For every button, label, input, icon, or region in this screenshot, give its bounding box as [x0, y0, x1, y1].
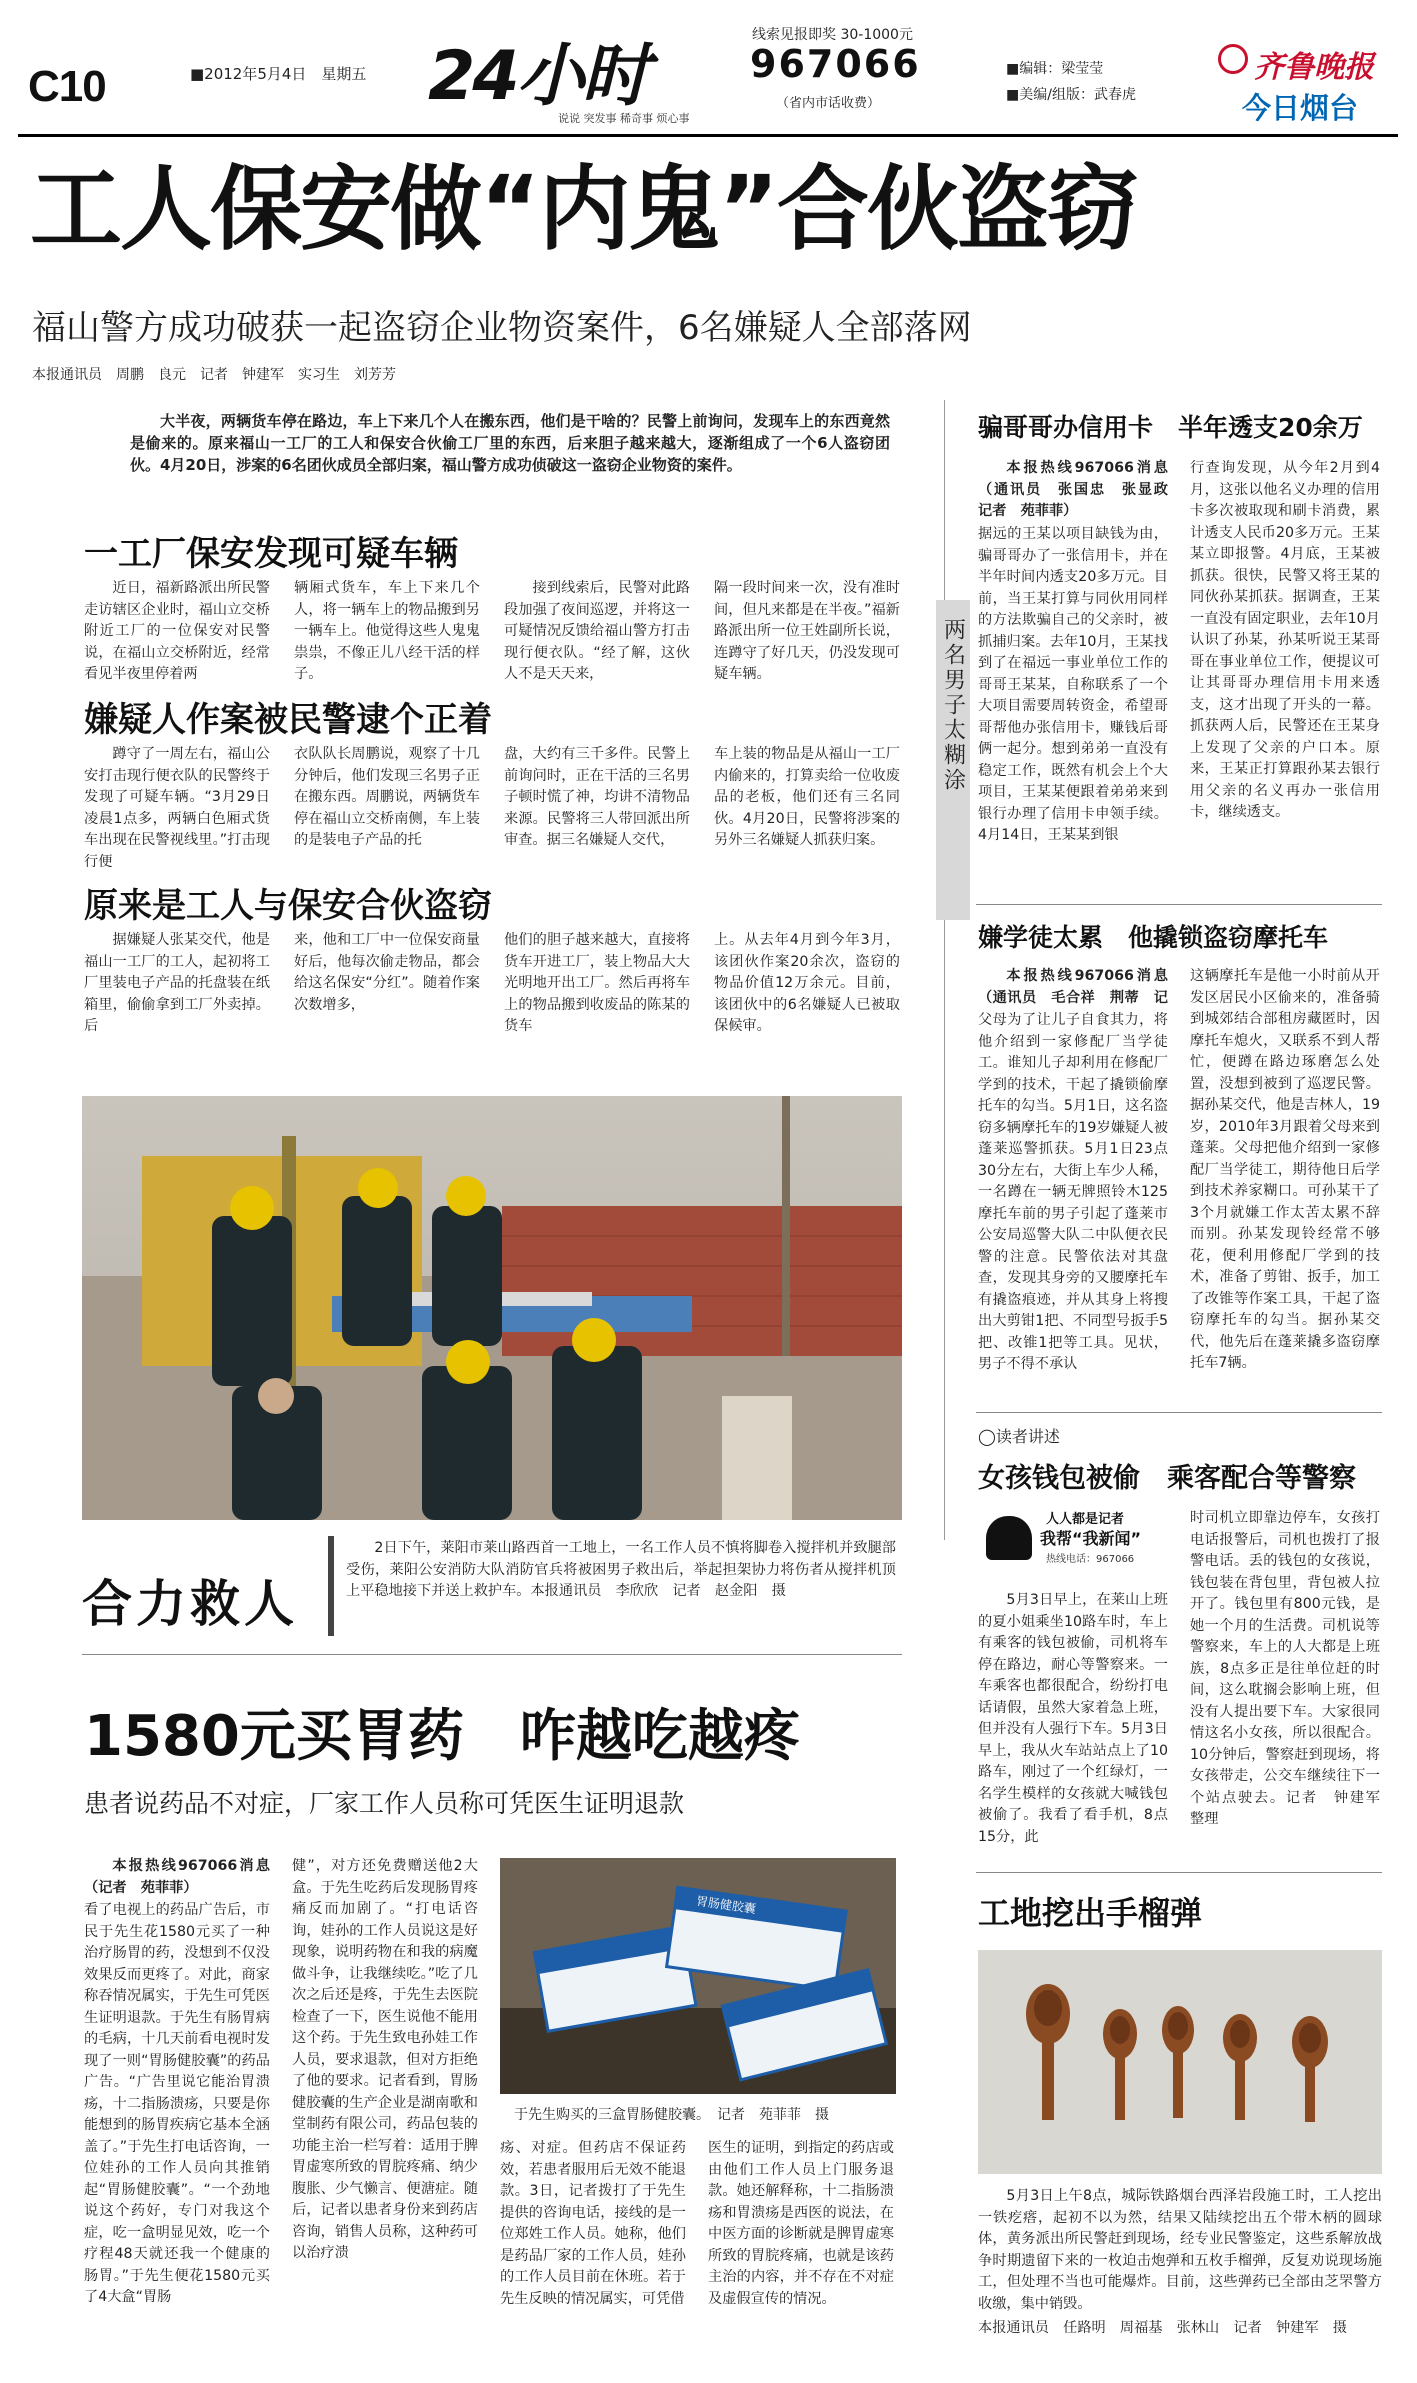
reader-logo-line3: 热线电话：967066 [1046, 1554, 1135, 1565]
lead-sec1-col1: 近日，福新路派出所民警走访辖区企业时，福山立交桥附近工厂的一位保安对民警说，在福山立交桥附近，经常看见半夜里停着两 [84, 580, 270, 682]
medicine-col3: 疡、对症。但药店不保证药效，若患者服用后无效不能退款。3日，记者拨打了于先生提供的咨询电话，接线的是一位郑姓工作人员。她称，他们是药品厂家的工作人员，娃孙的工作人员目前在休班。若于先生反映的情况属实，可凭借 [500, 2140, 686, 2307]
medicine-subhead: 患者说药品不对症，厂家工作人员称可凭医生证明退款 [84, 1789, 685, 1818]
section-logo [428, 36, 750, 130]
lead-sec1-col4: 隔一段时间来一次，没有准时间，但凡来都是在半夜。”福新路派出所一位王姓副所长说，连蹲守了好几天，仍没发现可疑车辆。 [714, 580, 900, 682]
medicine-col2: 健”，对方还免费赠送他2大盒。于先生吃药后发现肠胃疼痛反而加剧了。“打电话咨询，娃孙的工作人员说这是好现象，说明药物在和我的病魔做斗争，让我继续吃。”吃了几次之后还是疼，于先生去医院检查了一下，医生说他不能用这个药。于先生致电孙娃工作人员，要求退款，但对方拒绝了他的要求。记者看到，胃肠健胶囊的生产企业是湖南歌和堂制药有限公司，药品包装的功能主治一栏写着：适用于脾胃虚寒所致的胃脘疼痛、纳少腹胀、少气懒言、便溏症。随后，记者以患者身份来到药店咨询，销售人员称，这种药可以治疗溃 [292, 1858, 478, 2261]
medicine-col1: 看了电视上的药品广告后，市民于先生花1580元买了一种治疗肠胃的药，没想到不仅没效果反而更疼了。对此，商家称吞情况属实，于先生可凭医生证明退款。于先生有肠胃病的毛病，十几天前看电视时发现了一则“胃肠健胶囊”的药品广告。“广告里说它能治胃溃疡，十二指肠溃疡，只要是你能想到的肠胃疾病它基本全涵盖了。”于先生打电话咨询，一位娃孙的工作人员向其推销起“胃肠健胶囊”。“一个劲地说这个药好，专门对我这个症，吃一盒明显见效，吃一个疗程48天就还我一个健康的肠胃。”于先生便花1580元买了4大盒“胃肠 [84, 1902, 270, 2305]
lead-intro: 大半夜，两辆货车停在路边，车上下来几个人在搬东西，他们是干啥的？民警上前询问，发现车上的东西竟然是偷来的。原来福山一工厂的工人和保安合伙偷工厂里的东西，后来胆子越来越大，逐渐组成了一个6人盗窃团伙。4月20日，涉案的6名团伙成员全部归案，福山警方成功侦破这一盗窃企业物资的案件。 [130, 412, 890, 474]
paper-name: 齐鲁晚报 [1254, 50, 1374, 85]
medicine-box-label: 胃肠健胶囊 [695, 1893, 757, 1917]
section-title: 24小时 [428, 37, 647, 116]
left-sep-1 [82, 1654, 902, 1655]
lead-sec1-title: 一工厂保安发现可疑车辆 [84, 534, 458, 574]
right-sep-1 [976, 904, 1382, 905]
edition-name: 今日烟台 [1242, 91, 1359, 125]
designer-credit: ■美编/组版：武春虎 [1006, 87, 1136, 103]
hotline-number: 967066 [750, 42, 921, 86]
rescue-photo-image [82, 1096, 902, 1520]
side-banner [936, 600, 970, 920]
grenade-caption: 5月3日上午8点，城际铁路烟台西泽岩段施工时，工人挖出一铁疙瘩，起初不以为然，结果又陆续挖出五个带木柄的圆球体，黄务派出所民警赶到现场，经专业民警鉴定，这些系解放战争时期遗留下来的一枚迫击炮弹和五枚手榴弹，反复劝说现场施工，但处理不当也可能爆炸。目前，这些弹药已全部由芝罘警方收缴，集中销毁。 [978, 2188, 1382, 2312]
reader-logo-line2: 我帮“我新闻” [1040, 1529, 1142, 1548]
lead-sec2-title: 嫌疑人作案被民警逮个正着 [84, 700, 492, 740]
medicine-photo-caption: 于先生购买的三盒胃肠健胶囊。 记者 苑菲菲 摄 [514, 2107, 829, 2123]
card-byline: 本报热线967066消息（通讯员 张国忠 张显政 记者 苑菲菲） [978, 460, 1168, 519]
reader-logo [980, 1506, 1166, 1570]
reader-logo-line1: 人人都是记者 [1046, 1512, 1125, 1527]
right-sep-3 [976, 1872, 1382, 1873]
grenade-photo [978, 1950, 1382, 2174]
lead-sec2-col1: 蹲守了一周左右，福山公安打击现行便衣队的民警终于发现了可疑车辆。“3月29日凌晨1点多，两辆白色厢式货车出现在民警视线里。”打击现行便 [84, 746, 270, 870]
rescue-headline: 合力救人 [82, 1575, 298, 1633]
medicine-headline: 1580元买胃药 咋越吃越疼 [84, 1704, 800, 1769]
card-col1: 据远的王某以项目缺钱为由，骗哥哥办了一张信用卡，并在半年时间内透支20多万元。目前，当王某打算与同伙用同样的方法欺骗自己的父亲时，被抓捕归案。去年10月，王某找到了在福远一事业单位工作的哥哥王某某，自称联系了一个大项目需要周转资金，希望哥哥帮他办张信用卡，赚钱后哥俩一起分。想到弟弟一直没有稳定工作，既然有机会上个大项目，王某某便跟着弟弟来到银行办理了信用卡申领手续。4月14日，王某某到银 [978, 526, 1168, 843]
theft-col2: 这辆摩托车是他一小时前从开发区居民小区偷来的，准备骑到城郊结合部租房藏匿时，因摩托车熄火，又联系不到人帮忙，便蹲在路边琢磨怎么处置，没想到被到了巡逻民警。据孙某交代，他是吉林人，19岁，2010年3月跟着父母来到蓬莱。父母把他介绍到一家修配厂当学徒工，期待他日后学到技术养家糊口。可孙某干了3个月就嫌工作太苦太累不辞而别。孙某发现铃经常不够花，便利用修配厂学到的技术，准备了剪钳、扳手，加工了改锥等作案工具，干起了盗窃摩托车的勾当。据孙某交代，他先后在蓬莱撬多盗窃摩托车7辆。 [1190, 968, 1380, 1371]
card-col2: 行查询发现，从今年2月到4月，这张以他名义办理的信用卡多次被取现和刷卡消费，累计透支人民币20多万元。王某某立即报警。4月底，王某被抓获。很快，民警又将王某的同伙孙某抓获。据调查，王某一直没有固定职业，去年10月认识了孙某，孙某听说王某哥哥在事业单位工作，便提议可让其哥哥办理信用卡用来透支，这才出现了开头的一幕。抓获两人后，民警还在王某身上发现了父亲的户口本。原来，王某正打算跟孙某去银行用父亲的名义再办一张信用卡，继续透支。 [1190, 460, 1380, 820]
reader-headline: 女孩钱包被偷 乘客配合等警察 [978, 1463, 1356, 1494]
theft-byline: 本报热线967066消息（通讯员 毛合祥 荆蒂 记 [978, 968, 1168, 1006]
grenade-photo-image [978, 1950, 1382, 2174]
lead-sec3-title: 原来是工人与保安合伙盗窃 [84, 886, 492, 926]
lead-sec3-col3: 他们的胆子越来越大，直接将货车开进工厂，装上物品大大光明地开出工厂。然后再将车上的物品搬到收废品的陈某的货车 [504, 932, 690, 1034]
theft-headline: 嫌学徒太累 他撬锁盗窃摩托车 [978, 923, 1329, 952]
lead-sec1-col3: 接到线索后，民警对此路段加强了夜间巡逻，并将这一可疑情况反馈给福山警方打击现行便衣队。“经了解，这伙人不是天天来， [504, 580, 690, 682]
page-number: C10 [28, 62, 106, 111]
lead-sec3-col1: 据嫌疑人张某交代，他是福山一工厂的工人，起初将工厂里装电子产品的托盘装在纸箱里，偷偷拿到工厂外卖掉。后 [84, 932, 270, 1034]
editor-credit: ■编辑：梁莹莹 [1006, 61, 1104, 77]
reader-logo-icon [986, 1516, 1032, 1560]
reader-tag: ◯读者讲述 [978, 1427, 1060, 1446]
grenade-byline: 本报通讯员 任路明 周福基 张林山 记者 钟建军 摄 [978, 2320, 1347, 2336]
masthead-rule [18, 134, 1398, 137]
rescue-photo [82, 1096, 902, 1520]
lead-sec2-col2: 衣队队长周鹏说，观察了十几分钟后，他们发现三名男子正在搬东西。周鹏说，两辆货车停在福山立交桥南侧，车上装的是装电子产品的托 [294, 746, 480, 848]
card-headline: 骗哥哥办信用卡 半年透支20余万 [978, 413, 1363, 442]
lead-byline: 本报通讯员 周鹏 良元 记者 钟建军 实习生 刘芳芳 [32, 367, 396, 383]
rescue-caption-bar [328, 1536, 334, 1636]
lead-sec2-col4: 车上装的物品是从福山一工厂内偷来的，打算卖给一位收废品的老板，他们还有三名同伙。4月20日，民警将涉案的另外三名嫌疑人抓获归案。 [714, 746, 900, 848]
medicine-photo [500, 1858, 896, 2094]
lead-sec1-col2: 辆厢式货车，车上下来几个人，将一辆车上的物品搬到另一辆车上。他觉得这些人鬼鬼祟祟，不像正儿八经干活的样子。 [294, 580, 480, 682]
lead-headline: 工人保安做“内鬼”合伙盗窃 [30, 156, 1137, 263]
column-divider [944, 400, 945, 1540]
grenade-headline: 工地挖出手榴弹 [978, 1894, 1203, 1932]
section-subtitle: 说说 突发事 稀奇事 烦心事 [558, 112, 690, 125]
lead-sec2-col3: 盘，大约有三千多件。民警上前询问时，正在干活的三名男子顿时慌了神，均讲不清物品来源。民警将三人带回派出所审查。据三名嫌疑人交代， [504, 746, 690, 848]
hotline-note: （省内市话收费） [776, 96, 881, 111]
medicine-col4: 医生的证明，到指定的药店或由他们工作人员上门服务退款。她还解释称，十二指肠溃疡和胃溃疡是西医的说法，在中医方面的诊断就是脾胃虚寒所致的胃脘疼痛，也就是该药主治的内容，并不存在不对症及虚假宣传的情况。 [708, 2140, 894, 2307]
lead-sec3-col2: 来，他和工厂中一位保安商量好后，他每次偷走物品，都会给这名保安“分红”。随着作案次数增多， [294, 932, 480, 1013]
paper-logo-icon [1218, 44, 1248, 74]
reader-col2: 时司机立即靠边停车，女孩打电话报警后，司机也拨打了报警电话。丢的钱包的女孩说，钱包装在背包里，背包被人拉开了。钱包里有800元钱，是她一个月的生活费。司机说等警察来，车上的人大都是上班族，8点多正是往单位赶的时间，这么耽搁会影响上班，但没有人提出要下车。大家很同情这名小女孩，所以很配合。10分钟后，警察赶到现场，将女孩带走，公交车继续往下一个站点驶去。记者 钟建军 整理 [1190, 1510, 1380, 1827]
lead-sec3-col4: 上。从去年4月到今年3月，该团伙作案20余次，盗窃的物品价值12万余元。目前，该团伙中的6名嫌疑人已被取保候审。 [714, 932, 900, 1034]
medicine-byline: 本报热线967066消息（记者 苑菲菲） [84, 1858, 270, 1896]
theft-col1: 父母为了让儿子自食其力，将他介绍到一家修配厂当学徒工。谁知儿子却利用在修配厂学到的技术，干起了撬锁偷摩托车的勾当。5月1日，这名盗窃多辆摩托车的19岁嫌疑人被蓬莱巡警抓获。5月1日23点30分左右，大街上车少人稀，一名蹲在一辆无牌照铃木125摩托车前的男子引起了蓬莱市公安局巡警大队二中队便衣民警的注意。民警依法对其盘查，发现其身旁的又腰摩托车有撬盗痕迹，并从其身上将搜出大剪钳1把、不同型号扳手5把、改锥1把等工具。见状，男子不得不承认 [978, 1012, 1168, 1372]
lead-subhead: 福山警方成功破获一起盗窃企业物资案件，6名嫌疑人全部落网 [32, 308, 972, 348]
tip-reward-label: 线索见报即奖 30-1000元 [752, 27, 913, 43]
rescue-caption: 2日下午，莱阳市莱山路西首一工地上，一名工作人员不慎将脚卷入搅拌机并致腿部受伤，莱阳公安消防大队消防官兵将被困男子救出后，举起担架协力将伤者从搅拌机顶上平稳地接下并送上救护车。本报通讯员 李欣欣 记者 赵金阳 摄 [346, 1540, 896, 1599]
reader-col1: 5月3日早上，在莱山上班的夏小姐乘坐10路车时，车上有乘客的钱包被偷，司机将车停在路边，耐心等警察来。一车乘客也都很配合，纷纷打电话请假，虽然大家着急上班，但并没有人强行下车。5月3日早上，我从火车站站点上了10路车，刚过了一个红绿灯，一名学生模样的女孩就大喊钱包被偷了。我看了看手机，8点15分，此 [978, 1592, 1168, 1845]
issue-date: ■2012年5月4日 星期五 [190, 65, 367, 83]
right-sep-2 [976, 1412, 1382, 1413]
side-banner-text: 两名男子太糊涂 [940, 618, 966, 793]
